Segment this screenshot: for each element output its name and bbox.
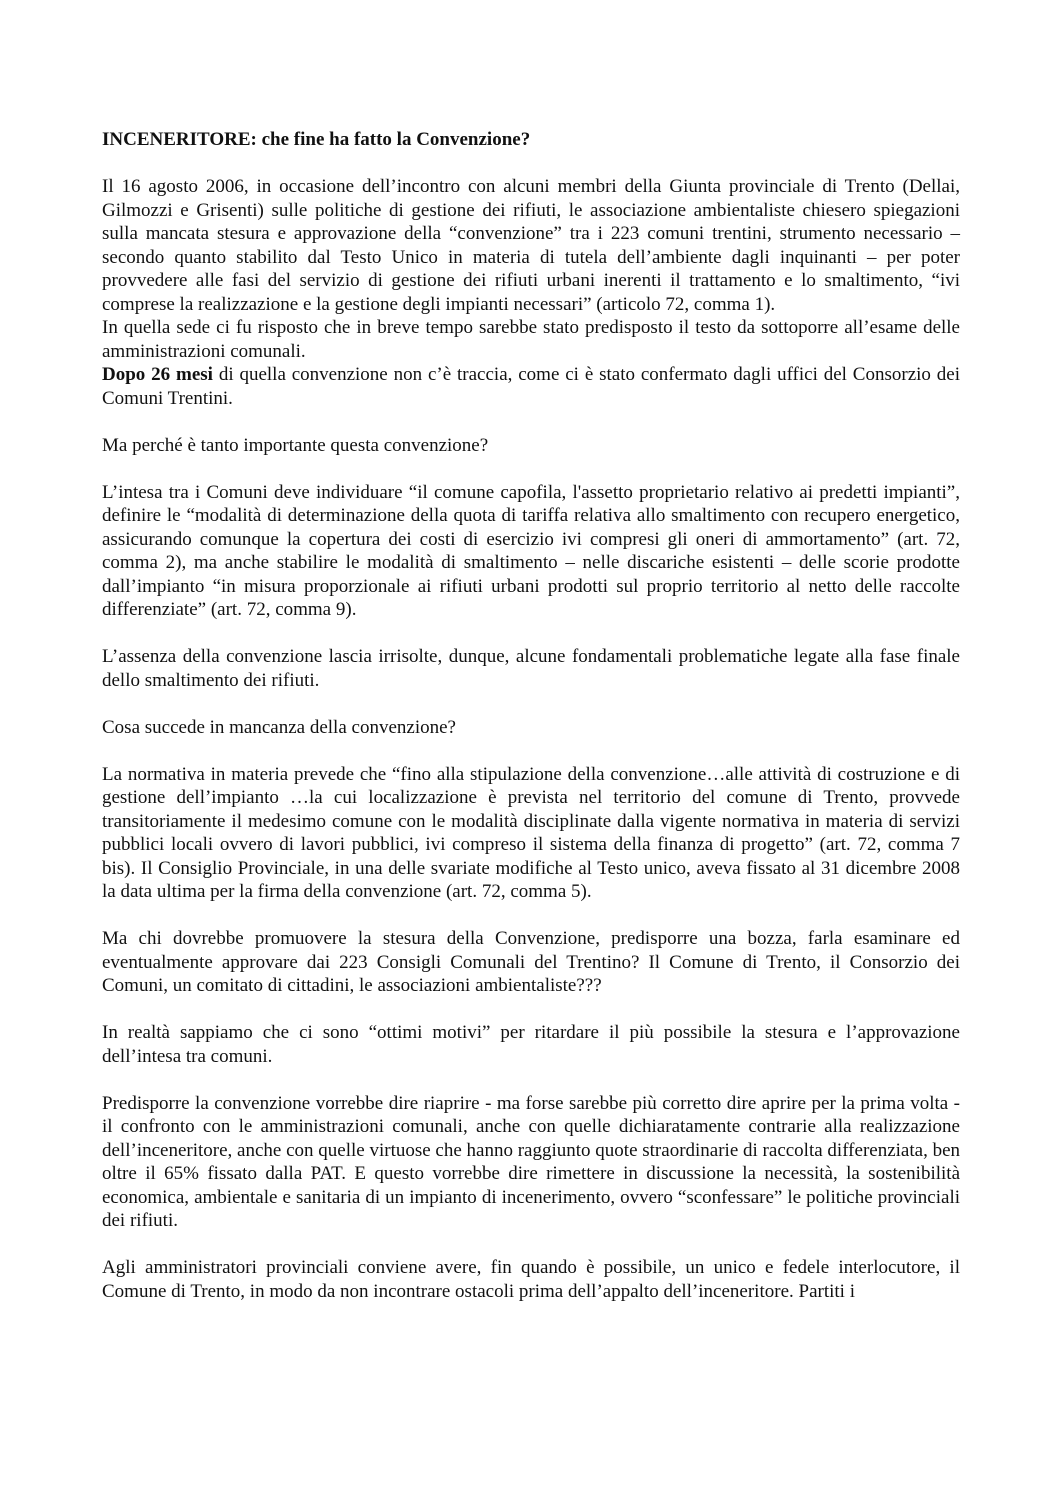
- paragraph-2: In quella sede ci fu risposto che in breve tempo sarebbe stato predisposto il testo da sottoporre all’esame delle amministrazioni comunali.: [102, 317, 960, 362]
- paragraph-6: La normativa in materia prevede che “fino alla stipulazione della convenzione…alle attività di costruzione e di gestione dell’impianto …la cui localizzazione è prevista nel territorio del comune di Trento, provvede transitoriamente il medesimo comune con le modalità disciplinate dalla vigente normativa in materia di servizi pubblici locali ovvero di lavori pubblici, ivi compreso il sistema della finanza di progetto” (art. 72, comma 7 bis). Il Consiglio Provinciale, in una delle svariate modifiche al Testo unico, aveva fissato al 31 dicembre 2008 la data ultima per la firma della convenzione (art. 72, comma 5).: [102, 763, 960, 902]
- paragraph-1: Il 16 agosto 2006, in occasione dell’incontro con alcuni membri della Giunta provinciale di Trento (Dellai, Gilmozzi e Grisenti) sulle politiche di gestione dei rifiuti, le associazione ambientaliste chiesero spiegazioni sulla mancata stesura e approvazione della “convenzione” tra i 223 comuni trentini, strumento necessario – secondo quanto stabilito dal Testo Unico in materia di tutela dell’ambiente dagli inquinanti – per poter provvedere alle fasi del servizio di gestione dei rifiuti urbani inerenti il trattamento e lo smaltimento, “ivi comprese la realizzazione e la gestione degli impianti necessari” (articolo 72, comma 1).: [102, 176, 960, 315]
- paragraph-3-text: di quella convenzione non c’è traccia, come ci è stato confermato dagli uffici del Consorzio dei Comuni Trentini.: [102, 364, 960, 409]
- document-title: INCENERITORE: che fine ha fatto la Convenzione?: [102, 129, 531, 150]
- paragraph-8: In realtà sappiamo che ci sono “ottimi motivi” per ritardare il più possibile la stesura e l’approvazione dell’intesa tra comuni.: [102, 1022, 960, 1067]
- paragraph-3-bold: Dopo 26 mesi: [102, 364, 213, 385]
- paragraph-3: [102, 363, 960, 410]
- paragraph-4: L’intesa tra i Comuni deve individuare “il comune capofila, l'assetto proprietario relativo ai predetti impianti”, definire le “modalità di determinazione della quota di tariffa relativa allo smaltimento con recupero energetico, assicurando comunque la copertura dei costi di esercizio ivi compresi gli oneri di ammortamento” (art. 72, comma 2), ma anche stabilire le modalità di smaltimento – nelle discariche esistenti – delle scorie prodotte dall’impianto “in misura proporzionale ai rifiuti urbani prodotti sul proprio territorio al netto delle raccolte differenziate” (art. 72, comma 9).: [102, 481, 960, 620]
- paragraph-9: Predisporre la convenzione vorrebbe dire riaprire - ma forse sarebbe più corretto dire aprire per la prima volta - il confronto con le amministrazioni comunali, anche con quelle dichiaratamente contrarie alla realizzazione dell’inceneritore, anche con quelle virtuose che hanno raggiunto quote straordinarie di raccolta differenziata, ben oltre il 65% fissato dalla PAT. E questo vorrebbe dire rimettere in discussione la necessità, la sostenibilità economica, ambientale e sanitaria di un impianto di incenerimento, ovvero “sconfessare” le politiche provinciali dei rifiuti.: [102, 1092, 960, 1231]
- document-body: [102, 128, 960, 1326]
- paragraph-10: Agli amministratori provinciali conviene avere, fin quando è possibile, un unico e fedele interlocutore, il Comune di Trento, in modo da non incontrare ostacoli prima dell’appalto dell’inceneritore. Partiti i: [102, 1257, 960, 1302]
- paragraph-5: L’assenza della convenzione lascia irrisolte, dunque, alcune fondamentali problematiche legate alla fase finale dello smaltimento dei rifiuti.: [102, 646, 960, 691]
- question-1: Ma perché è tanto importante questa convenzione?: [102, 434, 489, 456]
- paragraph-7: Ma chi dovrebbe promuovere la stesura della Convenzione, predisporre una bozza, farla esaminare ed eventualmente approvare dai 223 Consigli Comunali del Trentino? Il Comune di Trento, il Consorzio dei Comuni, un comitato di cittadini, le associazioni ambientaliste???: [102, 928, 960, 996]
- question-2: Cosa succede in mancanza della convenzione?: [102, 716, 456, 738]
